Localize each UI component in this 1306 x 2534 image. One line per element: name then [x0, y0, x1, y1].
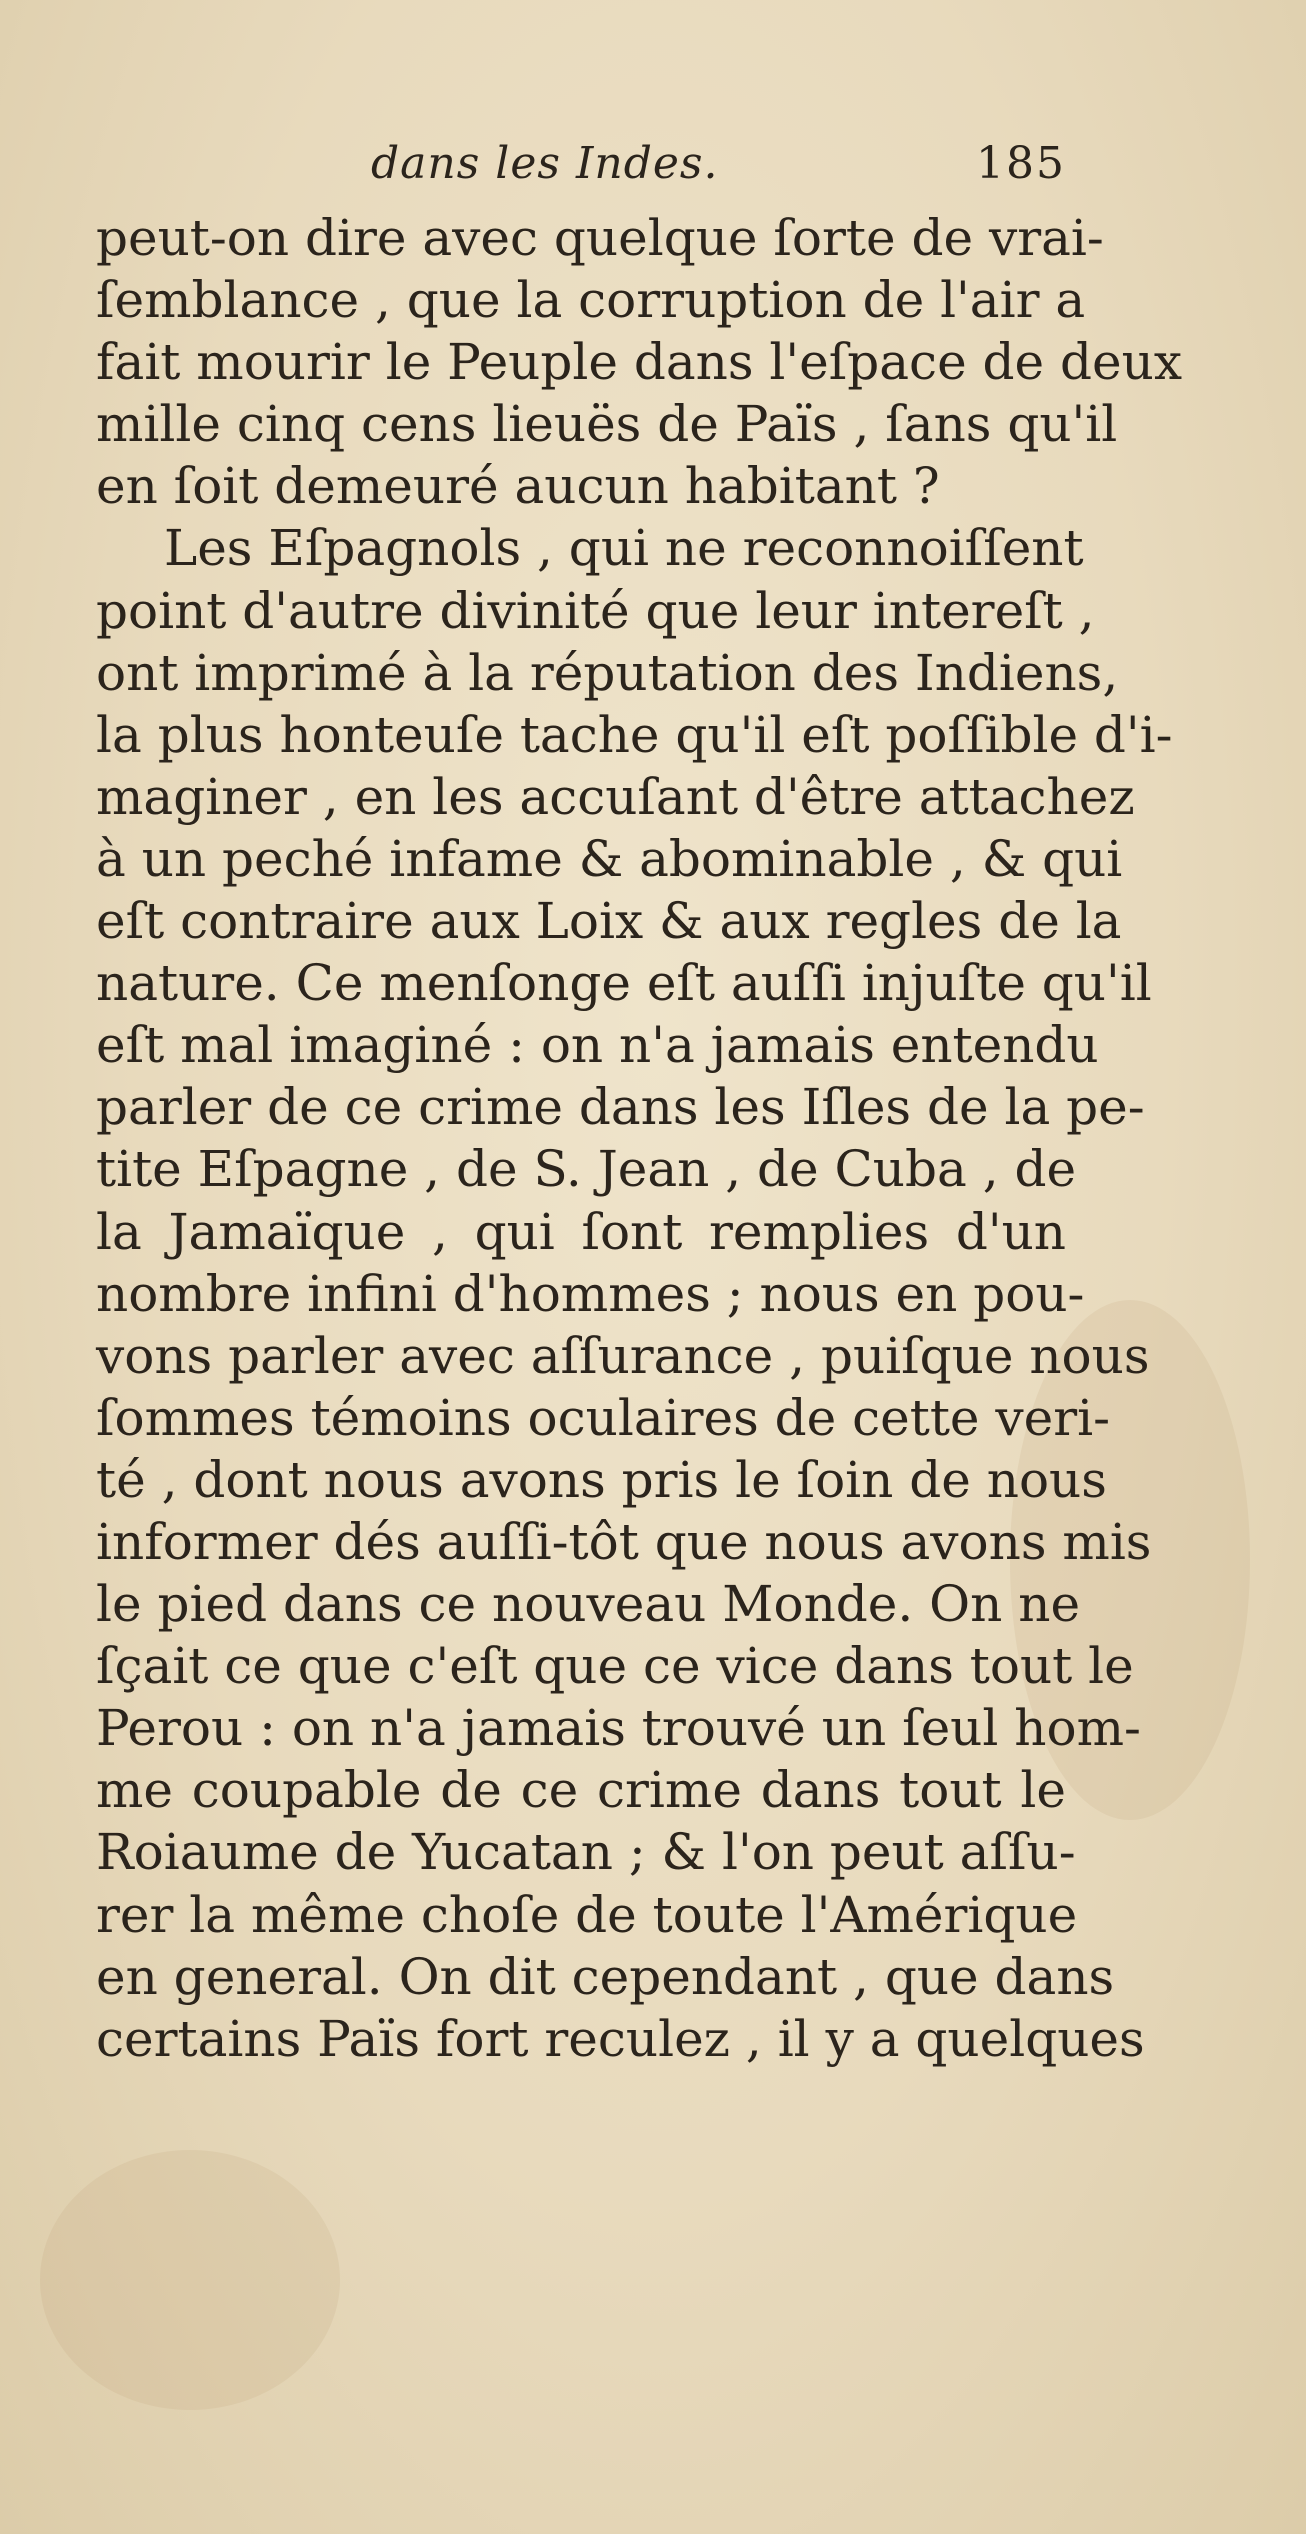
- text-line: informer dés auſſi-tôt que nous avons mis: [96, 1512, 1152, 1571]
- paragraph-start-line: Les Eſpagnols , qui ne reconnoiſſent: [164, 519, 1084, 578]
- text-line: tite Eſpagne , de S. Jean , de Cuba , de: [96, 1140, 1077, 1199]
- body-text: [96, 207, 1183, 2070]
- running-head: [96, 138, 1066, 198]
- text-line: mille cinq cens lieuës de Païs , ſans qu'il: [96, 395, 1118, 454]
- text-line: rer la même choſe de toute l'Amérique: [96, 1885, 1078, 1944]
- text-line: vons parler avec aſſurance , puiſque nous: [96, 1326, 1150, 1385]
- text-line: en general. On dit cependant , que dans: [96, 1947, 1115, 2006]
- text-line: ont imprimé à la réputation des Indiens,: [96, 643, 1119, 702]
- running-title: dans les Indes.: [371, 138, 719, 189]
- text-line: ſemblance , que la corruption de l'air a: [96, 271, 1086, 330]
- text-line: eſt contraire aux Loix & aux regles de la: [96, 892, 1122, 951]
- text-line: nature. Ce menſonge eſt auſſi injuſte qu'il: [96, 954, 1152, 1013]
- text-line: fait mourir le Peuple dans l'eſpace de deux: [96, 333, 1183, 392]
- paragraph-end-line: en ſoit demeuré aucun habitant ?: [96, 457, 940, 516]
- text-line: certains Païs fort reculez , il y a quelques: [96, 2009, 1145, 2068]
- text-line: à un peché infame & abominable , & qui: [96, 829, 1123, 888]
- paper-stain: [40, 2150, 340, 2410]
- text-line: la Jamaïque , qui ſont remplies d'un: [96, 1202, 1066, 1261]
- text-line: Perou : on n'a jamais trouvé un ſeul hom-: [96, 1699, 1141, 1758]
- text-line: té , dont nous avons pris le ſoin de nous: [96, 1450, 1107, 1509]
- text-line: maginer , en les accuſant d'être attachez: [96, 767, 1135, 826]
- text-line: peut-on dire avec quelque ſorte de vrai-: [96, 209, 1104, 267]
- text-line: la plus honteuſe tache qu'il eſt poſſible d'i-: [96, 705, 1173, 764]
- text-line: point d'autre divinité que leur intereſt ,: [96, 581, 1095, 640]
- text-line: ſçait ce que c'eſt que ce vice dans tout le: [96, 1637, 1134, 1696]
- text-line: eſt mal imaginé : on n'a jamais entendu: [96, 1016, 1099, 1075]
- text-line: nombre infini d'hommes ; nous en pou-: [96, 1264, 1085, 1323]
- text-line: le pied dans ce nouveau Monde. On ne: [96, 1575, 1081, 1634]
- text-line: parler de ce crime dans les Iſles de la pe-: [96, 1078, 1145, 1137]
- text-line: Roiaume de Yucatan ; & l'on peut aſſu-: [96, 1823, 1076, 1882]
- page-number: 185: [976, 138, 1066, 189]
- text-line: ſommes témoins oculaires de cette veri-: [96, 1388, 1111, 1447]
- text-line: me coupable de ce crime dans tout le: [96, 1761, 1066, 1820]
